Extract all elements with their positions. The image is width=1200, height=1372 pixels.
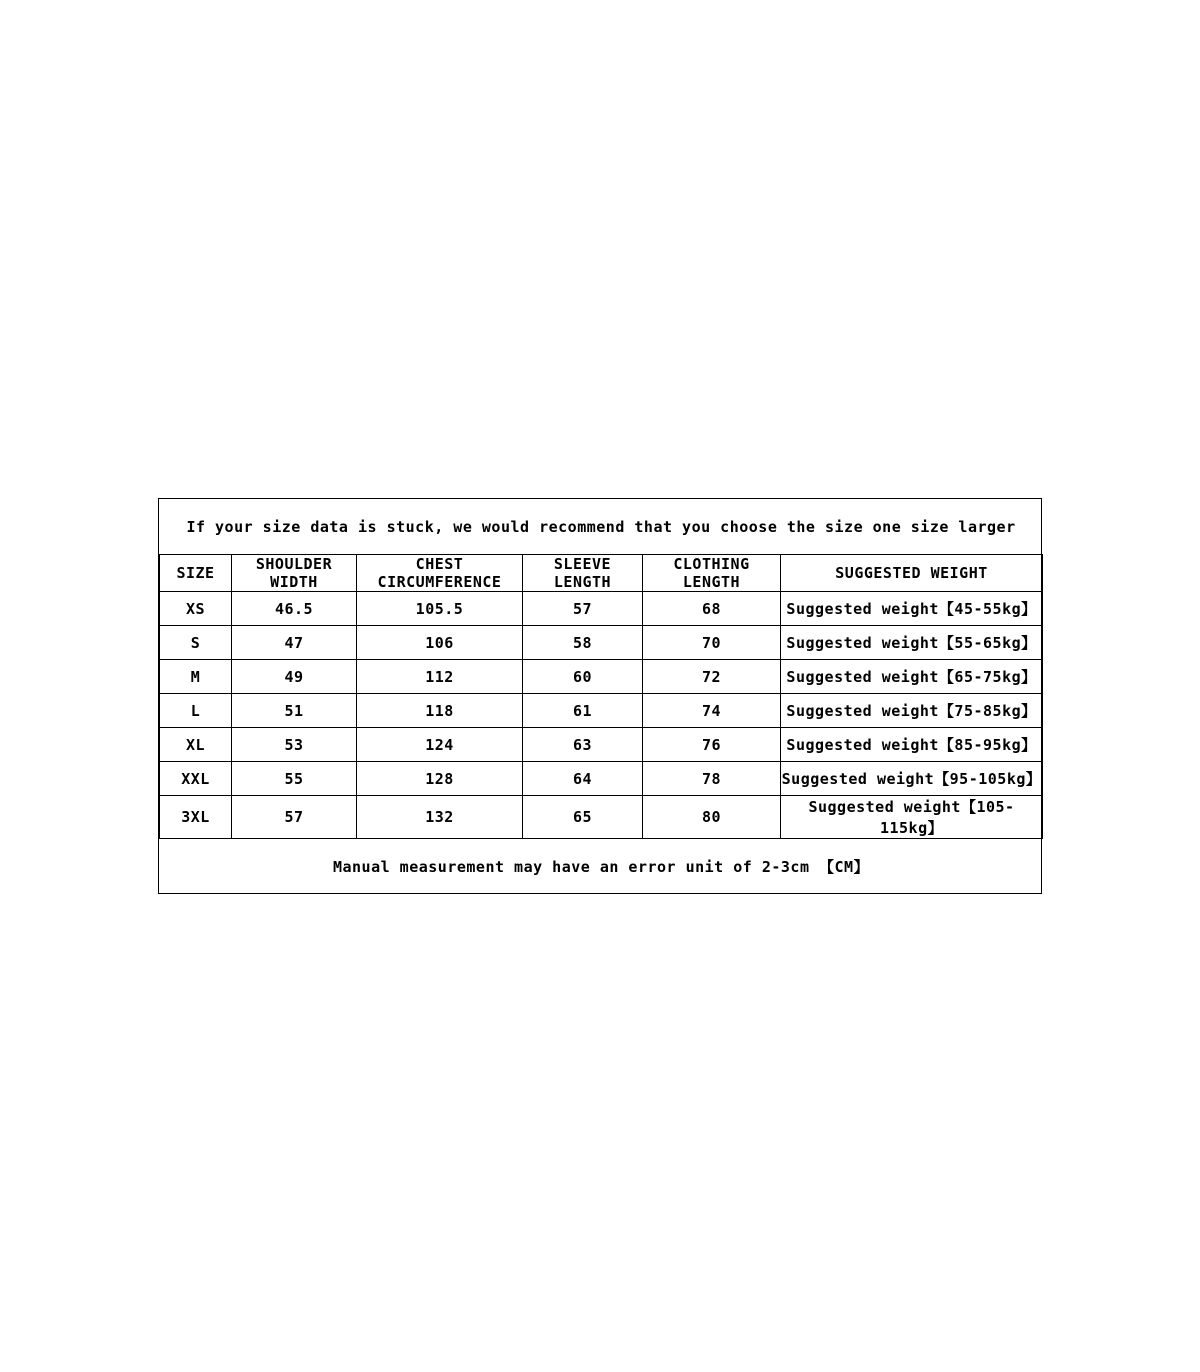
cell-chest: 118 — [357, 694, 523, 728]
measurement-disclaimer: Manual measurement may have an error unit of 2-3cm 【CM】 — [160, 839, 1043, 894]
cell-shoulder: 46.5 — [232, 592, 357, 626]
cell-chest: 106 — [357, 626, 523, 660]
table-header-row — [160, 555, 1043, 592]
cell-chest: 124 — [357, 728, 523, 762]
cell-shoulder: 47 — [232, 626, 357, 660]
cell-size: L — [160, 694, 232, 728]
cell-length: 72 — [643, 660, 781, 694]
cell-chest: 105.5 — [357, 592, 523, 626]
cell-weight: Suggested weight【85-95kg】 — [781, 728, 1043, 762]
cell-length: 76 — [643, 728, 781, 762]
cell-size: XL — [160, 728, 232, 762]
cell-weight: Suggested weight【45-55kg】 — [781, 592, 1043, 626]
column-header-sleeve-length: SLEEVE LENGTH — [523, 555, 643, 592]
table-row — [160, 796, 1043, 839]
cell-chest: 112 — [357, 660, 523, 694]
cell-sleeve: 63 — [523, 728, 643, 762]
cell-size: XXL — [160, 762, 232, 796]
cell-sleeve: 64 — [523, 762, 643, 796]
column-header-shoulder-width: SHOULDER WIDTH — [232, 555, 357, 592]
cell-weight: Suggested weight【65-75kg】 — [781, 660, 1043, 694]
cell-shoulder: 57 — [232, 796, 357, 839]
table-row — [160, 660, 1043, 694]
cell-size: M — [160, 660, 232, 694]
cell-length: 78 — [643, 762, 781, 796]
cell-size: XS — [160, 592, 232, 626]
column-header-size: SIZE — [160, 555, 232, 592]
cell-chest: 128 — [357, 762, 523, 796]
column-header-chest-circumference: CHEST CIRCUMFERENCE — [357, 555, 523, 592]
cell-shoulder: 53 — [232, 728, 357, 762]
table-row — [160, 626, 1043, 660]
cell-shoulder: 51 — [232, 694, 357, 728]
cell-sleeve: 58 — [523, 626, 643, 660]
cell-sleeve: 61 — [523, 694, 643, 728]
cell-chest: 132 — [357, 796, 523, 839]
table-row — [160, 694, 1043, 728]
column-header-suggested-weight: SUGGESTED WEIGHT — [781, 555, 1043, 592]
size-advice-banner: If your size data is stuck, we would recommend that you choose the size one size larger — [160, 499, 1043, 555]
cell-weight: Suggested weight【105-115kg】 — [781, 796, 1043, 839]
table-row — [160, 728, 1043, 762]
size-chart — [158, 498, 1042, 894]
footer-row — [160, 839, 1043, 894]
cell-length: 80 — [643, 796, 781, 839]
size-chart-table — [159, 499, 1043, 893]
cell-weight: Suggested weight【95-105kg】 — [781, 762, 1043, 796]
cell-size: 3XL — [160, 796, 232, 839]
cell-length: 70 — [643, 626, 781, 660]
cell-shoulder: 49 — [232, 660, 357, 694]
cell-size: S — [160, 626, 232, 660]
banner-row — [160, 499, 1043, 555]
cell-sleeve: 60 — [523, 660, 643, 694]
table-row — [160, 762, 1043, 796]
cell-length: 68 — [643, 592, 781, 626]
cell-shoulder: 55 — [232, 762, 357, 796]
column-header-clothing-length: CLOTHING LENGTH — [643, 555, 781, 592]
cell-sleeve: 57 — [523, 592, 643, 626]
cell-length: 74 — [643, 694, 781, 728]
cell-weight: Suggested weight【75-85kg】 — [781, 694, 1043, 728]
cell-sleeve: 65 — [523, 796, 643, 839]
table-row — [160, 592, 1043, 626]
cell-weight: Suggested weight【55-65kg】 — [781, 626, 1043, 660]
